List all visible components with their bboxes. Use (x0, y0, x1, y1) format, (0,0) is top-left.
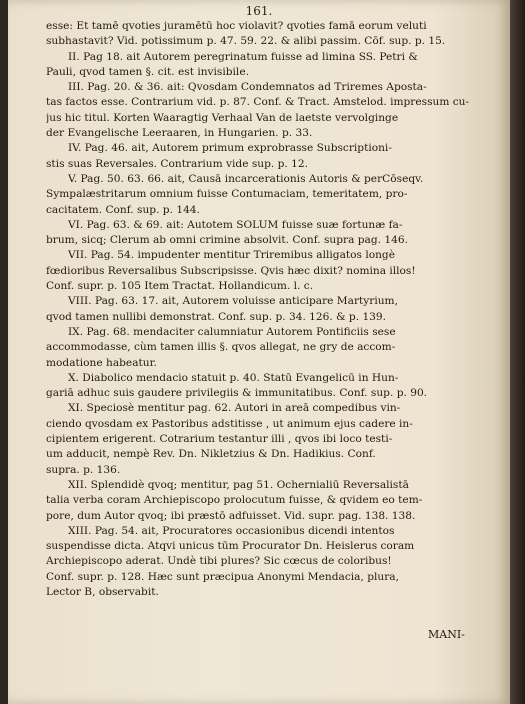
text-line: III. Pag. 20. & 36. ait: Qvosdam Condemnatos ad Triremes Aposta- (68, 81, 427, 94)
text-line: Pauli, qvod tamen §. cit. est invisibile. (46, 65, 249, 78)
text-line: V. Pag. 50. 63. 66. ait, Causā incarcerationis Autoris & perCōseqv. (68, 172, 424, 185)
text-line: suspendisse dicta. Atqvi unicus tūm Procurator Dn. Heislerus coram (46, 540, 415, 553)
text-line: XII. Splendidè qvoq; mentitur, pag 51. Ochernialiū Reversalistā (68, 478, 409, 491)
text-line: stis suas Reversales. Contrarium vide sup. p. 12. (46, 157, 308, 170)
text-line: tas factos esse. Contrarium vid. p. 87. Conf. & Tract. Amstelod. impressum cu- (46, 96, 470, 109)
text-line: subhastavit? Vid. potissimum p. 47. 59. 22. & alibi passim. Cōf. sup. p. 15. (46, 35, 446, 48)
text-line: pore, dum Autor qvoq; ibi præstō adfuisset. Vid. supr. pag. 138. 138. (46, 509, 416, 522)
page-number: 161. (245, 4, 273, 18)
text-line: Conf. supr. p. 105 Item Tractat. Hollandicum. l. c. (46, 280, 314, 293)
text-line: IV. Pag. 46. ait, Autorem primum exprobrasse Subscriptioni- (68, 142, 392, 155)
text-line: der Evangelische Leeraaren, in Hungarien. p. 33. (46, 127, 313, 140)
text-line: VIII. Pag. 63. 17. ait, Autorem voluisse anticipare Martyrium, (68, 295, 398, 308)
text-line: um adducit, nempè Rev. Dn. Nikletzius & Dn. Hadikius. Conf. (46, 448, 376, 461)
text-line: II. Pag 18. ait Autorem peregrinatum fuisse ad limina SS. Petri & (68, 50, 418, 63)
text-line: XIII. Pag. 54. ait, Procuratores occasionibus dicendi intentos (68, 524, 395, 537)
book-page (8, 0, 510, 704)
text-line: cacitatem. Conf. sup. p. 144. (46, 203, 200, 216)
text-line: IX. Pag. 68. mendaciter calumniatur Autorem Pontificiis sese (68, 325, 396, 338)
text-line: brum, sicq; Clerum ab omni crimine absolvit. Conf. supra pag. 146. (46, 234, 408, 247)
text-line: ciendo qvosdam ex Pastoribus adstitisse , ut animum ejus cadere in- (46, 417, 413, 430)
text-line: VI. Pag. 63. & 69. ait: Autotem SOLUM fuisse suæ fortunæ fa- (68, 218, 403, 231)
text-line: Archiepiscopo aderat. Undè tibi plures? Sic cœcus de coloribus! (46, 555, 392, 568)
text-line: qvod tamen nullibi demonstrat. Conf. sup. p. 34. 126. & p. 139. (46, 310, 387, 323)
text-line: XI. Speciosè mentitur pag. 62. Autori in areā compedibus vin- (68, 402, 401, 415)
text-line: accommodasse, cùm tamen illis §. qvos allegat, ne gry de accom- (46, 341, 396, 354)
text-line: VII. Pag. 54. impudenter mentitur Triremibus alligatos longè (68, 249, 395, 262)
text-line: fœdioribus Reversalibus Subscripsisse. Qvis hæc dixit? nomina illos! (46, 264, 416, 277)
text-line: esse: Et tamē qvoties juramētū hoc violavit? qvoties famā eorum veluti (46, 20, 427, 32)
text-line: gariā adhuc suis gaudere privilegiis & immunitatibus. Conf. sup. p. 90. (46, 387, 428, 400)
text-line: Sympalæstritarum omnium fuisse Contumaciam, temeritatem, pro- (46, 188, 408, 201)
text-line: Lector B, observabit. (46, 585, 159, 598)
book-spine (510, 0, 525, 704)
text-line: cipientem erigerent. Cotrarium testantur illi , qvos ibi loco testi- (46, 433, 393, 446)
page-text-block (46, 19, 478, 600)
text-line: Conf. supr. p. 128. Hæc sunt præcipua Anonymi Mendacia, plura, (46, 570, 399, 583)
text-line: supra. p. 136. (46, 463, 121, 476)
text-line: jus hic titul. Korten Waaragtig Verhaal Van de laetste vervolginge (46, 111, 399, 124)
text-line: X. Diabolico mendacio statuit p. 40. Statū Evangelicū in Hun- (68, 371, 399, 384)
text-line: modatione habeatur. (46, 356, 157, 369)
text-line: talia verba coram Archiepiscopo prolocutum fuisse, & qvidem eo tem- (46, 494, 423, 507)
catchword: MANI- (428, 628, 465, 641)
